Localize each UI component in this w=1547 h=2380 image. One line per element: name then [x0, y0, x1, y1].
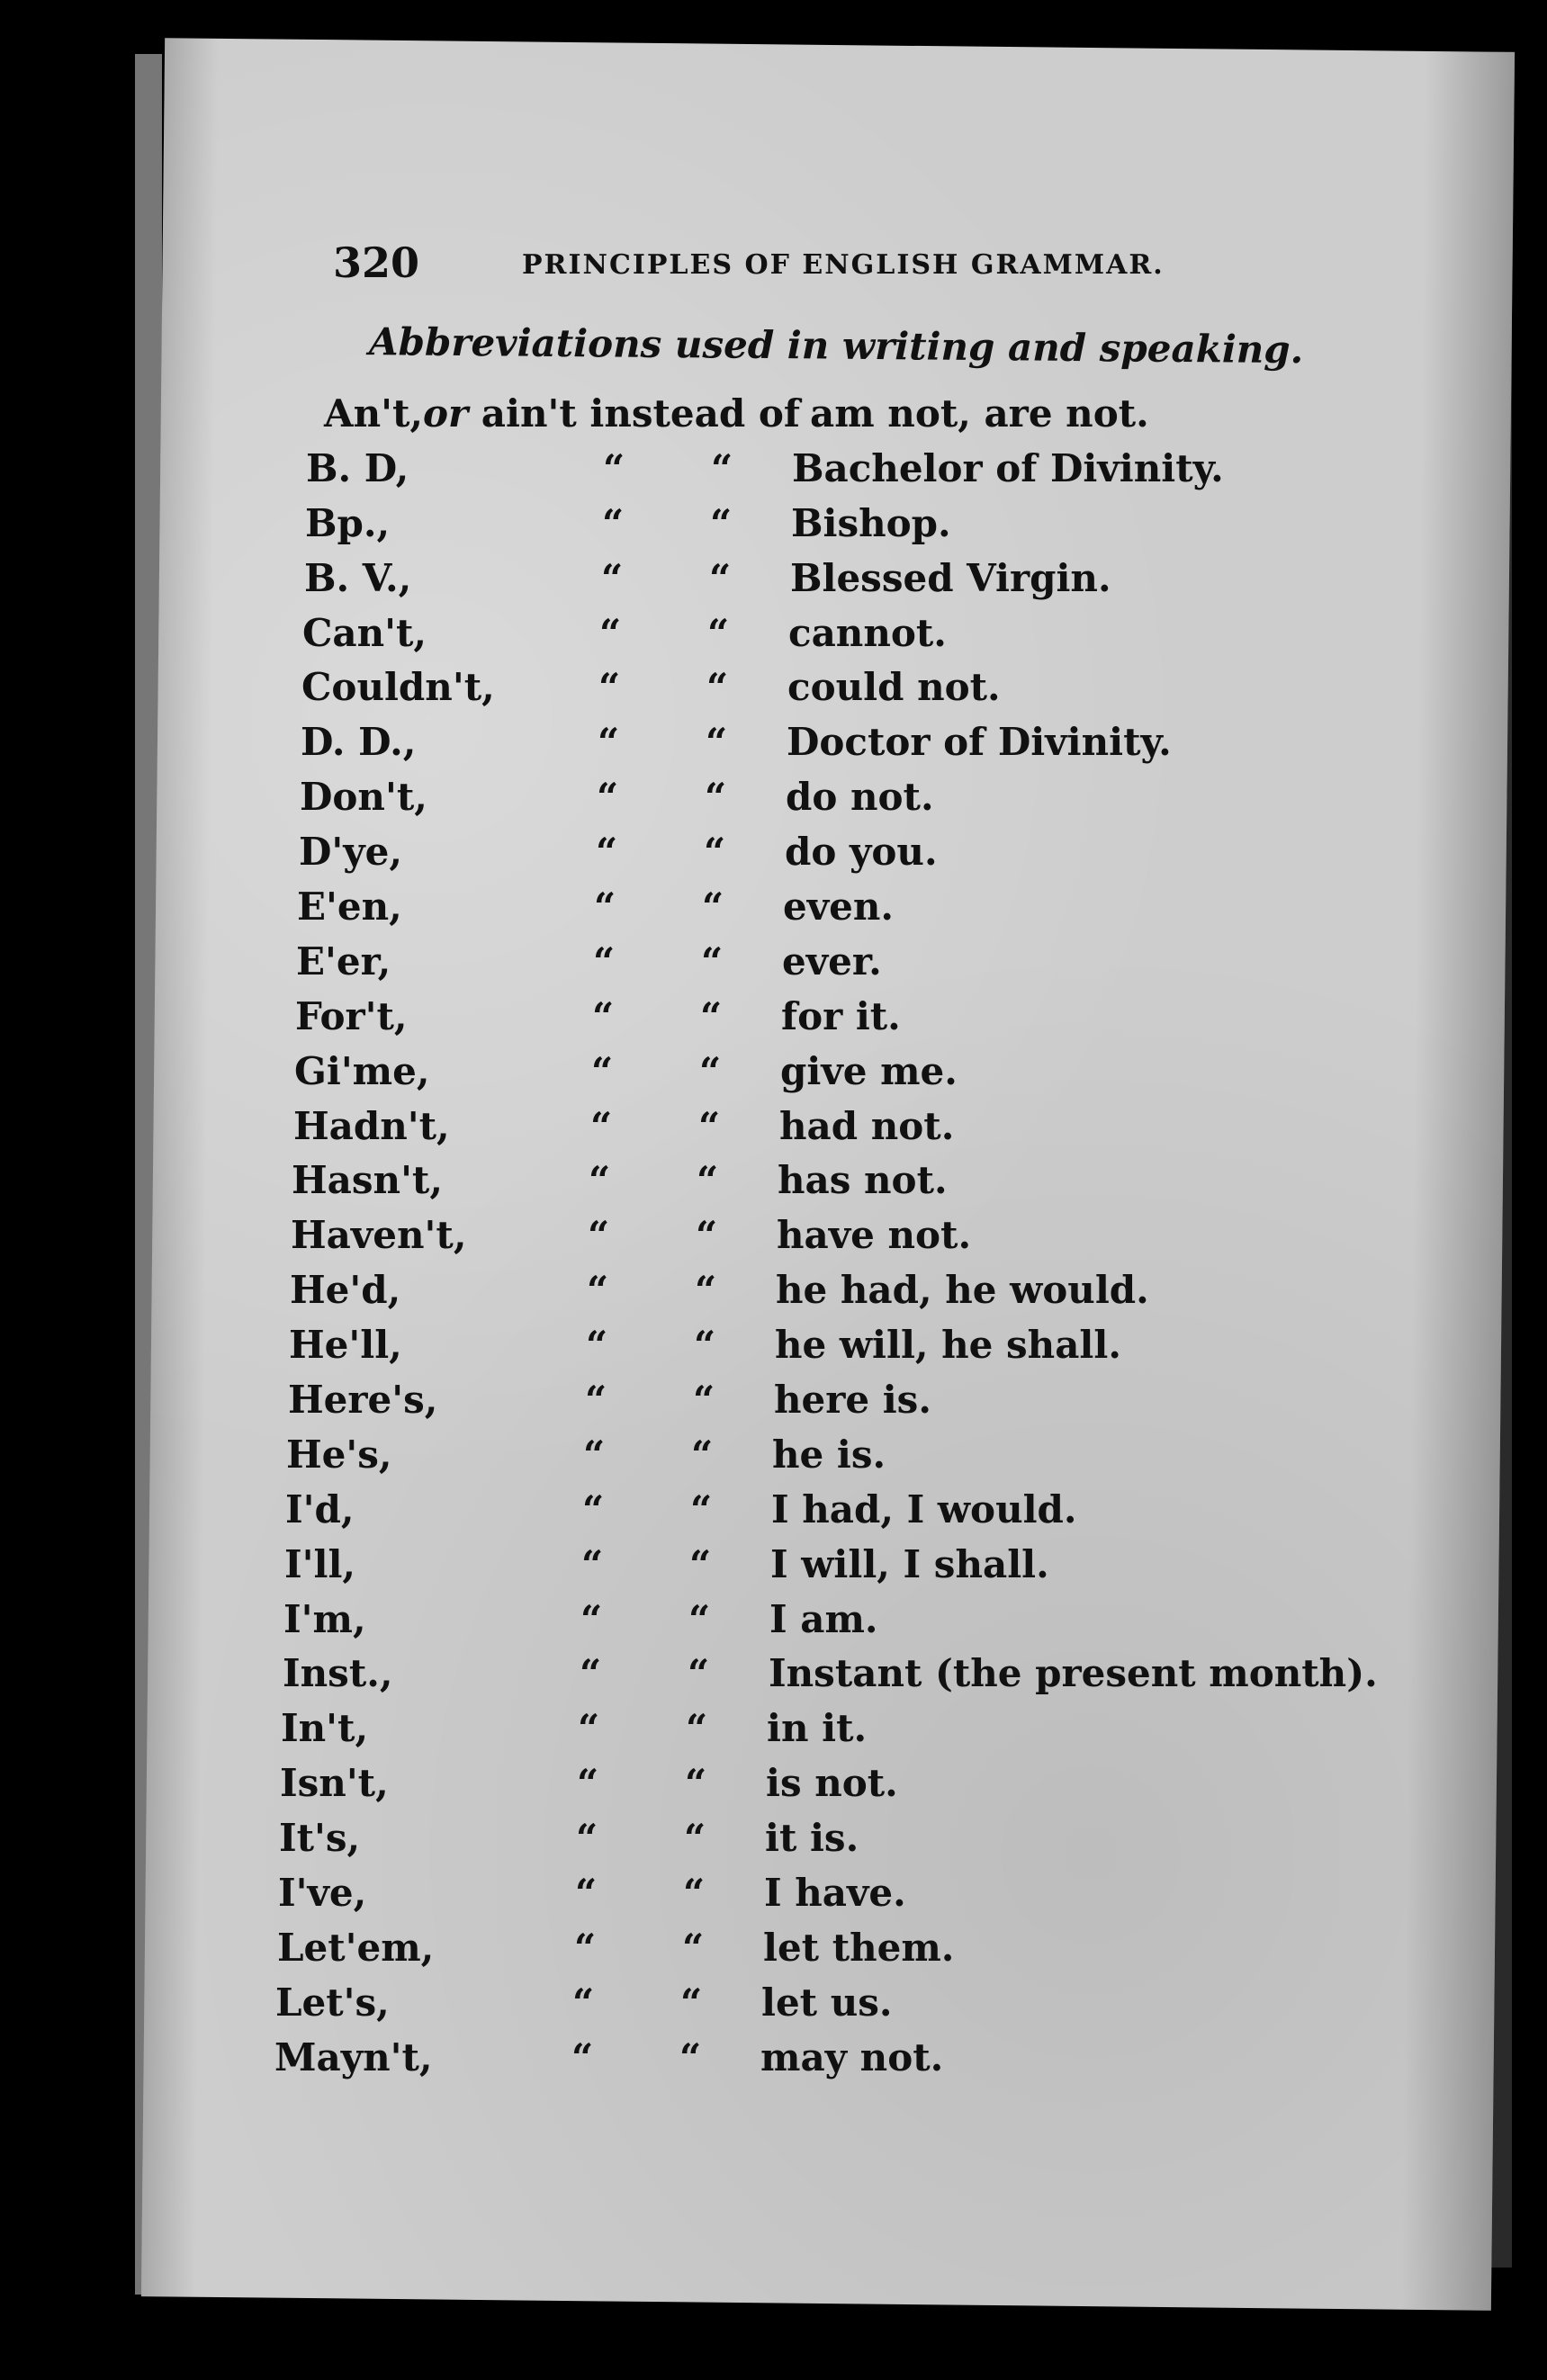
- ditto-mark: “: [603, 445, 625, 490]
- abbreviation-term: E'er,: [296, 939, 391, 983]
- list-item: [283, 1593, 1386, 1648]
- ditto-mark: “: [709, 555, 732, 600]
- abbreviation-term: Haven't,: [291, 1213, 467, 1258]
- abbreviation-meaning: Blessed Virgin.: [790, 555, 1111, 600]
- ditto-mark: “: [592, 993, 615, 1038]
- ditto-mark: “: [582, 1486, 605, 1531]
- abbreviation-meaning: let them.: [763, 1925, 955, 1970]
- ditto-mark: “: [694, 1323, 716, 1368]
- ditto-mark: “: [577, 1761, 599, 1806]
- list-item: [306, 442, 1386, 497]
- abbreviation-meaning: he had, he would.: [776, 1268, 1149, 1313]
- list-item: [275, 1976, 1386, 2031]
- ditto-mark: “: [602, 500, 625, 545]
- page-number: 320: [333, 238, 420, 287]
- abbreviation-term: I'll,: [284, 1541, 356, 1586]
- abbreviation-term: D. D.,: [301, 720, 417, 765]
- list-item: [297, 880, 1386, 935]
- list-item: [300, 770, 1386, 825]
- abbreviation-meaning: Doctor of Divinity.: [787, 720, 1172, 765]
- abbreviation-meaning: he is.: [772, 1432, 886, 1477]
- abbreviation-meaning: Bachelor of Divinity.: [792, 445, 1224, 490]
- abbreviation-meaning: give me.: [780, 1048, 958, 1093]
- list-item: [286, 1428, 1386, 1483]
- abbreviation-meaning: Bishop.: [791, 500, 951, 545]
- ditto-mark: “: [683, 1871, 706, 1916]
- list-item: [283, 1647, 1386, 1702]
- ditto-mark: “: [685, 1761, 707, 1806]
- abbreviation-term: B. D,: [306, 445, 409, 490]
- ditto-mark: “: [598, 720, 620, 765]
- abbreviation-term: Couldn't,: [301, 665, 495, 710]
- ditto-mark: “: [599, 610, 622, 655]
- or-word: or: [423, 391, 469, 436]
- ditto-mark: “: [680, 1980, 703, 2025]
- abbreviation-list: [274, 387, 1386, 2086]
- list-item: [274, 2031, 1386, 2086]
- abbreviation-term: It's,: [279, 1816, 361, 1861]
- section-title: Abbreviations used in writing and speaking.: [368, 319, 1304, 373]
- abbreviation-term: Bp.,: [305, 500, 391, 545]
- ditto-mark: “: [596, 830, 618, 875]
- abbreviation-term: [324, 387, 800, 441]
- abbreviation-meaning: may not.: [760, 2034, 944, 2079]
- ditto-mark: “: [706, 720, 728, 765]
- ditto-mark: “: [702, 885, 724, 930]
- list-item: [306, 497, 1386, 552]
- ditto-mark: “: [684, 1816, 706, 1861]
- ditto-mark: “: [695, 1268, 717, 1313]
- ditto-mark: “: [688, 1651, 710, 1696]
- ditto-mark: “: [696, 1213, 718, 1258]
- ditto-mark: “: [591, 1048, 614, 1093]
- ditto-mark: “: [586, 1323, 608, 1368]
- list-item: [291, 1208, 1386, 1263]
- ditto-mark: “: [697, 1158, 719, 1203]
- ditto-mark: “: [576, 1816, 598, 1861]
- ditto-mark: “: [690, 1486, 713, 1531]
- ditto-mark: “: [688, 1596, 711, 1641]
- running-head: PRINCIPLES OF ENGLISH GRAMMAR.: [522, 249, 1165, 281]
- ditto-mark: “: [686, 1706, 708, 1751]
- list-item: [301, 715, 1386, 770]
- ditto-mark: “: [571, 2034, 594, 2079]
- ditto-mark: “: [597, 775, 619, 820]
- list-item: [293, 1100, 1386, 1154]
- ditto-mark: “: [598, 665, 621, 710]
- abbreviation-meaning: I had, I would.: [771, 1486, 1077, 1531]
- list-item: [285, 1483, 1386, 1538]
- list-item: [306, 552, 1386, 606]
- ditto-mark: “: [711, 445, 733, 490]
- ditto-mark: “: [578, 1706, 600, 1751]
- abbreviation-meaning: cannot.: [788, 610, 947, 655]
- list-item: [289, 1318, 1386, 1373]
- abbreviation-meaning: he will, he shall.: [775, 1323, 1121, 1368]
- abbreviation-meaning: for it.: [781, 993, 901, 1038]
- abbreviation-meaning: ever.: [782, 939, 882, 983]
- list-item: [302, 606, 1386, 661]
- ditto-mark: “: [583, 1432, 606, 1477]
- ditto-mark: “: [710, 500, 733, 545]
- ditto-mark: “: [580, 1651, 602, 1696]
- ditto-mark: “: [574, 1925, 597, 1970]
- abbreviation-term: In't,: [281, 1706, 369, 1751]
- list-item: [277, 1921, 1386, 1976]
- ditto-mark: “: [594, 885, 616, 930]
- ditto-mark: “: [698, 1103, 721, 1148]
- ditto-mark: “: [704, 830, 726, 875]
- abbreviation-term-b: ain't instead of: [468, 391, 800, 436]
- ditto-mark: “: [700, 993, 723, 1038]
- ditto-mark: “: [601, 555, 624, 600]
- abbreviation-meaning: has not.: [778, 1158, 948, 1203]
- abbreviation-term: He'd,: [290, 1268, 401, 1313]
- abbreviation-term: I've,: [278, 1871, 367, 1916]
- abbreviation-term: D'ye,: [299, 830, 403, 875]
- ditto-mark: “: [590, 1103, 613, 1148]
- abbreviation-meaning: I have.: [764, 1871, 906, 1916]
- abbreviation-term: I'm,: [283, 1596, 366, 1641]
- ditto-mark: “: [572, 1980, 595, 2025]
- ditto-mark: “: [593, 939, 616, 983]
- abbreviation-meaning: am not, are not.: [810, 391, 1149, 436]
- list-item: [306, 387, 1386, 442]
- list-item: [280, 1756, 1386, 1811]
- list-item: [292, 1154, 1386, 1208]
- abbreviation-term: Mayn't,: [274, 2034, 433, 2079]
- list-item: [301, 660, 1386, 715]
- abbreviation-meaning: let us.: [761, 1980, 893, 2025]
- abbreviation-meaning: in it.: [767, 1706, 868, 1751]
- abbreviation-term: Isn't,: [280, 1761, 389, 1806]
- abbreviation-term: Don't,: [300, 775, 427, 820]
- ditto-mark: “: [707, 610, 730, 655]
- abbreviation-meaning: even.: [783, 885, 895, 930]
- page-header: [333, 238, 1395, 292]
- abbreviation-meaning: here is.: [774, 1378, 931, 1423]
- abbreviation-term: Gi'me,: [294, 1048, 430, 1093]
- ditto-mark: “: [575, 1871, 598, 1916]
- ditto-mark: “: [682, 1925, 705, 1970]
- abbreviation-meaning: have not.: [777, 1213, 972, 1258]
- list-item: [288, 1373, 1386, 1428]
- abbreviation-meaning: do not.: [786, 775, 934, 820]
- abbreviation-term: For't,: [295, 993, 408, 1038]
- abbreviation-meaning: Instant (the present month).: [769, 1651, 1378, 1696]
- list-item: [290, 1263, 1386, 1318]
- abbreviation-meaning: I am.: [769, 1596, 878, 1641]
- list-item: [299, 825, 1386, 880]
- ditto-mark: “: [706, 665, 729, 710]
- ditto-mark: “: [585, 1378, 607, 1423]
- ditto-mark: “: [679, 2034, 702, 2079]
- abbreviation-meaning: I will, I shall.: [770, 1541, 1049, 1586]
- abbreviation-term: He's,: [286, 1432, 392, 1477]
- abbreviation-meaning: do you.: [785, 830, 938, 875]
- abbreviation-term: E'en,: [297, 885, 402, 930]
- ditto-mark: “: [587, 1268, 609, 1313]
- ditto-mark: “: [701, 939, 724, 983]
- list-item: [279, 1811, 1386, 1866]
- abbreviation-term: Let'em,: [277, 1925, 435, 1970]
- ditto-mark: “: [689, 1541, 712, 1586]
- ditto-mark: “: [705, 775, 727, 820]
- abbreviation-term: Inst.,: [283, 1651, 393, 1696]
- ditto-mark: “: [691, 1432, 714, 1477]
- abbreviation-term: Here's,: [288, 1378, 438, 1423]
- list-item: [295, 990, 1386, 1045]
- abbreviation-meaning: could not.: [787, 665, 1001, 710]
- list-item: [281, 1702, 1386, 1756]
- abbreviation-term: Let's,: [275, 1980, 390, 2025]
- ditto-mark: “: [693, 1378, 715, 1423]
- list-item: [294, 1045, 1386, 1100]
- abbreviation-term: Hasn't,: [292, 1158, 443, 1203]
- abbreviation-meaning: is not.: [766, 1761, 898, 1806]
- abbreviation-term-a: An't,: [324, 391, 424, 436]
- ditto-mark: “: [581, 1541, 604, 1586]
- abbreviation-term: Hadn't,: [293, 1103, 450, 1148]
- list-item: [278, 1866, 1386, 1921]
- abbreviation-term: He'll,: [289, 1323, 402, 1368]
- abbreviation-meaning: it is.: [765, 1816, 859, 1861]
- abbreviation-term: B. V.,: [304, 555, 412, 600]
- ditto-mark: “: [699, 1048, 722, 1093]
- abbreviation-term: Can't,: [302, 610, 427, 655]
- ditto-mark: “: [589, 1158, 611, 1203]
- list-item: [296, 935, 1386, 990]
- abbreviation-meaning: had not.: [779, 1103, 955, 1148]
- ditto-mark: “: [580, 1596, 603, 1641]
- abbreviation-term: I'd,: [285, 1486, 355, 1531]
- list-item: [284, 1538, 1386, 1593]
- ditto-mark: “: [588, 1213, 610, 1258]
